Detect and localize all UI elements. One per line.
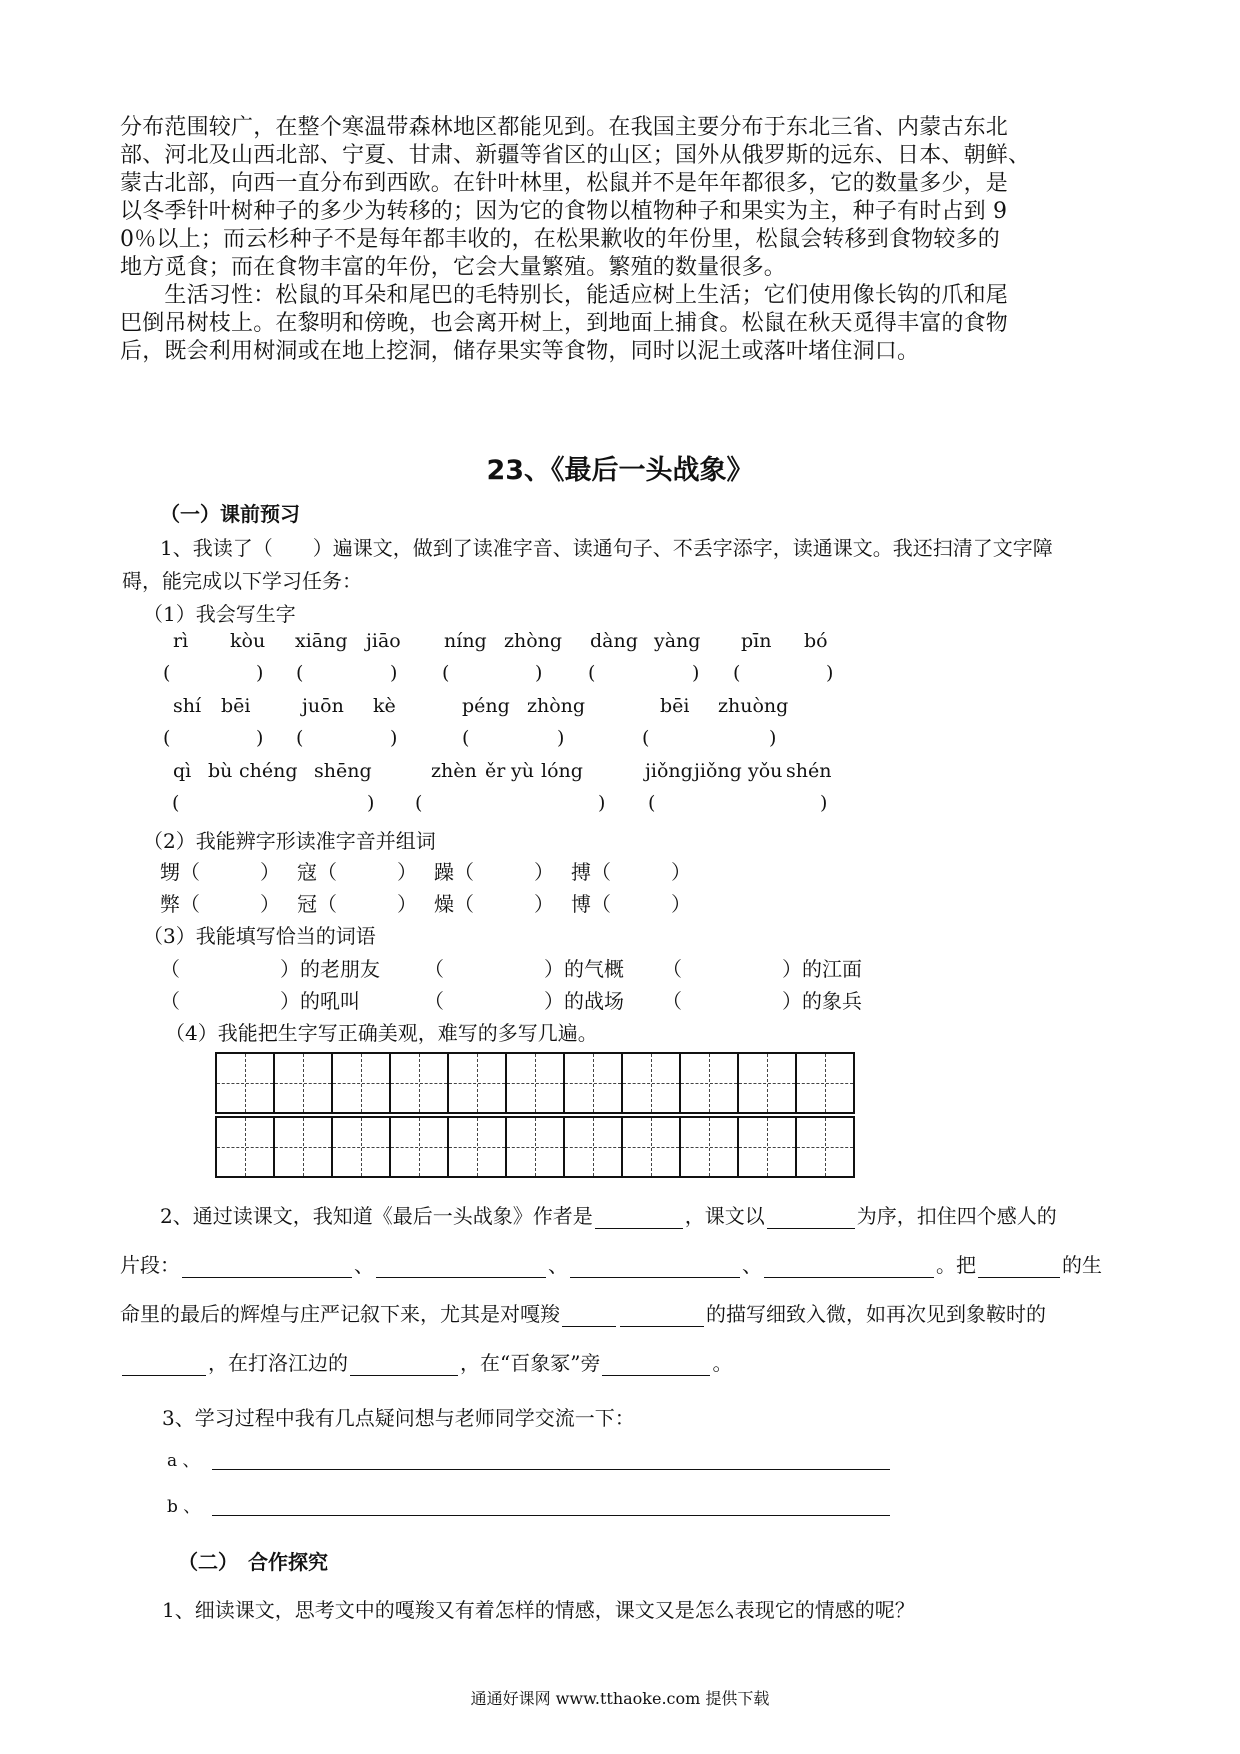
- grid-cell[interactable]: [681, 1118, 739, 1176]
- grid-cell[interactable]: [739, 1054, 797, 1112]
- pinyin-syllable: yǒu: [748, 760, 783, 782]
- blank-order[interactable]: [767, 1208, 855, 1229]
- blank-fragment[interactable]: [376, 1257, 546, 1278]
- intro-line: 巴倒吊树枝上。在黎明和傍晚，也会离开树上，到地面上捕食。松鼠在秋天觅得丰富的食物: [120, 311, 1009, 336]
- q2-text: ，在“百象冢”旁: [460, 1351, 601, 1375]
- question-2-line: [120, 1347, 732, 1376]
- blank-scene[interactable]: [602, 1355, 710, 1376]
- answer-paren[interactable]: ): [390, 727, 398, 749]
- pinyin-syllable: shēng: [314, 760, 372, 782]
- q2-text: 。把: [936, 1253, 976, 1277]
- explore-question-1: 1、细读课文，思考文中的嘎羧又有着怎样的情感，课文又是怎么表现它的情感的呢？: [162, 1598, 915, 1622]
- intro-line: 分布范围较广，在整个寒温带森林地区都能见到。在我国主要分布于东北三省、内蒙古东北: [120, 115, 1009, 140]
- intro-line: 地方觅食；而在食物丰富的年份，它会大量繁殖。繁殖的数量很多。: [120, 255, 787, 280]
- answer-paren[interactable]: (: [296, 727, 304, 749]
- pinyin-syllable: yàng: [654, 630, 701, 652]
- answer-paren[interactable]: ): [692, 662, 700, 684]
- answer-line-b[interactable]: [212, 1515, 890, 1516]
- pinyin-syllable: níng: [444, 630, 487, 652]
- answer-label-b: b 、: [167, 1497, 201, 1517]
- grid-cell[interactable]: [449, 1118, 507, 1176]
- section-heading-explore: （二） 合作探究: [178, 1550, 328, 1574]
- fill-item[interactable]: （ ）的气概: [424, 957, 624, 981]
- grid-cell[interactable]: [275, 1054, 333, 1112]
- blank-scene[interactable]: [122, 1355, 206, 1376]
- subtask-handwriting: （4）我能把生字写正确美观，难写的多写几遍。: [165, 1021, 598, 1045]
- answer-paren[interactable]: (: [172, 792, 180, 814]
- answer-paren[interactable]: (: [648, 792, 656, 814]
- grid-cell[interactable]: [797, 1118, 853, 1176]
- pinyin-syllable: kòu: [230, 630, 266, 652]
- fill-row: [160, 953, 862, 982]
- pinyin-syllable: kè: [373, 695, 396, 717]
- answer-paren[interactable]: ): [820, 792, 828, 814]
- fill-row: [160, 985, 862, 1014]
- pinyin-syllable: yù: [511, 760, 534, 782]
- q2-text: 2、通过读课文，我知道《最后一头战象》作者是: [160, 1204, 593, 1228]
- answer-paren[interactable]: ): [367, 792, 375, 814]
- pinyin-syllable: zhèn: [431, 760, 477, 782]
- grid-cell[interactable]: [623, 1054, 681, 1112]
- q2-text: ，在打洛江边的: [208, 1351, 348, 1375]
- answer-paren[interactable]: (: [296, 662, 304, 684]
- q2-text: 。: [712, 1351, 733, 1375]
- grid-cell[interactable]: [333, 1054, 391, 1112]
- footer-source: 通通好课网 www.tthaoke.com 提供下载: [470, 1689, 770, 1708]
- question-1-line: 碍，能完成以下学习任务：: [122, 569, 362, 593]
- grid-cell[interactable]: [333, 1118, 391, 1176]
- word-item[interactable]: 博（ ）: [571, 892, 691, 916]
- grid-cell[interactable]: [623, 1118, 681, 1176]
- answer-paren[interactable]: (: [415, 792, 423, 814]
- pinyin-syllable: zhòng: [504, 630, 563, 652]
- grid-cell[interactable]: [391, 1118, 449, 1176]
- pinyin-syllable: ěr: [485, 760, 506, 782]
- answer-paren[interactable]: (: [442, 662, 450, 684]
- fill-item[interactable]: （ ）的老朋友: [160, 957, 380, 981]
- blank-subject[interactable]: [978, 1257, 1060, 1278]
- answer-paren[interactable]: ): [826, 662, 834, 684]
- word-row: [160, 856, 691, 885]
- fill-item[interactable]: （ ）的吼叫: [160, 989, 360, 1013]
- subtask-fill-words: （3）我能填写恰当的词语: [143, 924, 376, 948]
- pinyin-syllable: jiāo: [366, 630, 401, 652]
- pinyin-syllable: rì: [173, 630, 189, 652]
- answer-paren[interactable]: ): [390, 662, 398, 684]
- answer-paren[interactable]: ): [256, 727, 264, 749]
- answer-label-a: a 、: [167, 1451, 200, 1471]
- q2-text: 的描写细致入微，如再次见到象鞍时的: [706, 1302, 1046, 1326]
- grid-cell[interactable]: [449, 1054, 507, 1112]
- word-row: [160, 888, 691, 917]
- q2-text: 为序，扣住四个感人的: [856, 1204, 1057, 1228]
- word-item[interactable]: 燥（ ）: [434, 892, 554, 916]
- answer-paren[interactable]: ): [557, 727, 565, 749]
- answer-paren[interactable]: ): [598, 792, 606, 814]
- blank-fragment[interactable]: [570, 1257, 740, 1278]
- question-2-line: [120, 1298, 1046, 1327]
- pinyin-syllable: juōn: [302, 695, 344, 717]
- blank-description[interactable]: [562, 1306, 616, 1327]
- pinyin-syllable: zhòng: [527, 695, 586, 717]
- subtask-write-characters: （1）我会写生字: [143, 602, 296, 626]
- intro-line: 0％以上；而云杉种子不是每年都丰收的，在松果歉收的年份里，松鼠会转移到食物较多的: [120, 227, 1000, 252]
- answer-paren[interactable]: (: [642, 727, 650, 749]
- q2-text: ，课文以: [684, 1204, 765, 1228]
- blank-description[interactable]: [620, 1306, 704, 1327]
- word-item[interactable]: 躁（ ）: [434, 860, 554, 884]
- question-1-line: 1、我读了（ ）遍课文，做到了读准字音、读通句子、不丢字添字，读通课文。我还扫清了文字障: [160, 536, 1053, 560]
- fill-item[interactable]: （ ）的象兵: [662, 989, 862, 1013]
- grid-cell[interactable]: [681, 1054, 739, 1112]
- answer-paren[interactable]: ): [535, 662, 543, 684]
- section-heading-preview: （一）课前预习: [160, 502, 300, 526]
- answer-paren[interactable]: (: [462, 727, 470, 749]
- pinyin-syllable: péng: [462, 695, 510, 717]
- pinyin-syllable: shí: [173, 695, 202, 717]
- grid-cell[interactable]: [565, 1054, 623, 1112]
- q2-text: 命里的最后的辉煌与庄严记叙下来，尤其是对嘎羧: [120, 1302, 560, 1326]
- lesson-title: 23、《最后一头战象》: [486, 455, 754, 486]
- answer-paren[interactable]: ): [769, 727, 777, 749]
- pinyin-syllable: pīn: [741, 630, 772, 652]
- pinyin-syllable: xiāng: [295, 630, 348, 652]
- word-item[interactable]: 冠（ ）: [297, 892, 417, 916]
- pinyin-syllable: qì: [173, 760, 192, 782]
- pinyin-syllable: bēi: [221, 695, 251, 717]
- answer-paren[interactable]: (: [163, 662, 171, 684]
- answer-paren[interactable]: ): [256, 662, 264, 684]
- pinyin-syllable: bù: [208, 760, 233, 782]
- intro-line: 生活习性：松鼠的耳朵和尾巴的毛特别长，能适应树上生活；它们使用像长钩的爪和尾: [120, 283, 1009, 308]
- blank-author[interactable]: [595, 1208, 683, 1229]
- grid-cell[interactable]: [217, 1118, 275, 1176]
- subtask-distinguish-characters: （2）我能辨字形读准字音并组词: [143, 829, 436, 853]
- question-2-line: [160, 1200, 1057, 1229]
- writing-grid[interactable]: [215, 1052, 855, 1114]
- answer-paren[interactable]: (: [588, 662, 596, 684]
- grid-cell[interactable]: [565, 1118, 623, 1176]
- answer-paren[interactable]: (: [163, 727, 171, 749]
- fill-item[interactable]: （ ）的战场: [424, 989, 624, 1013]
- writing-grid[interactable]: [215, 1116, 855, 1178]
- q2-text: 、: [354, 1253, 374, 1277]
- grid-cell[interactable]: [391, 1054, 449, 1112]
- grid-cell[interactable]: [797, 1054, 853, 1112]
- answer-line-a[interactable]: [212, 1469, 890, 1470]
- intro-line: 部、河北及山西北部、宁夏、甘肃、新疆等省区的山区；国外从俄罗斯的远东、日本、朝鲜、: [120, 143, 1031, 168]
- answer-paren[interactable]: (: [733, 662, 741, 684]
- q2-text: 、: [548, 1253, 568, 1277]
- word-item[interactable]: 寇（ ）: [297, 860, 417, 884]
- grid-cell[interactable]: [507, 1054, 565, 1112]
- pinyin-syllable: shén: [786, 760, 832, 782]
- pinyin-syllable: jiǒng: [694, 760, 742, 782]
- fill-item[interactable]: （ ）的江面: [662, 957, 862, 981]
- intro-line: 以冬季针叶树种子的多少为转移的；因为它的食物以植物种子和果实为主，种子有时占到 9: [120, 199, 1008, 224]
- pinyin-syllable: jiǒng: [645, 760, 693, 782]
- grid-cell[interactable]: [275, 1118, 333, 1176]
- grid-cell[interactable]: [217, 1054, 275, 1112]
- intro-paragraph: [120, 114, 1130, 366]
- grid-cell[interactable]: [739, 1118, 797, 1176]
- q2-text: 、: [742, 1253, 762, 1277]
- word-item[interactable]: 搏（ ）: [571, 860, 691, 884]
- word-item[interactable]: 甥（ ）: [160, 860, 280, 884]
- intro-line: 后，既会利用树洞或在地上挖洞，储存果实等食物，同时以泥土或落叶堵住洞口。: [120, 339, 920, 364]
- blank-fragment[interactable]: [764, 1257, 934, 1278]
- pinyin-syllable: bó: [804, 630, 828, 652]
- pinyin-syllable: zhuòng: [718, 695, 789, 717]
- pinyin-syllable: bēi: [660, 695, 690, 717]
- pinyin-syllable: dàng: [590, 630, 638, 652]
- question-3: 3、学习过程中我有几点疑问想与老师同学交流一下：: [162, 1406, 635, 1430]
- pinyin-syllable: lóng: [541, 760, 583, 782]
- q2-text: 的生: [1062, 1253, 1102, 1277]
- grid-cell[interactable]: [507, 1118, 565, 1176]
- question-2-line: [120, 1249, 1102, 1278]
- pinyin-syllable: chéng: [239, 760, 298, 782]
- intro-line: 蒙古北部，向西一直分布到西欧。在针叶林里，松鼠并不是年年都很多，它的数量多少，是: [120, 171, 1009, 196]
- blank-scene[interactable]: [350, 1355, 458, 1376]
- word-item[interactable]: 弊（ ）: [160, 892, 280, 916]
- blank-fragment[interactable]: [182, 1257, 352, 1278]
- q2-text: 片段：: [120, 1253, 180, 1277]
